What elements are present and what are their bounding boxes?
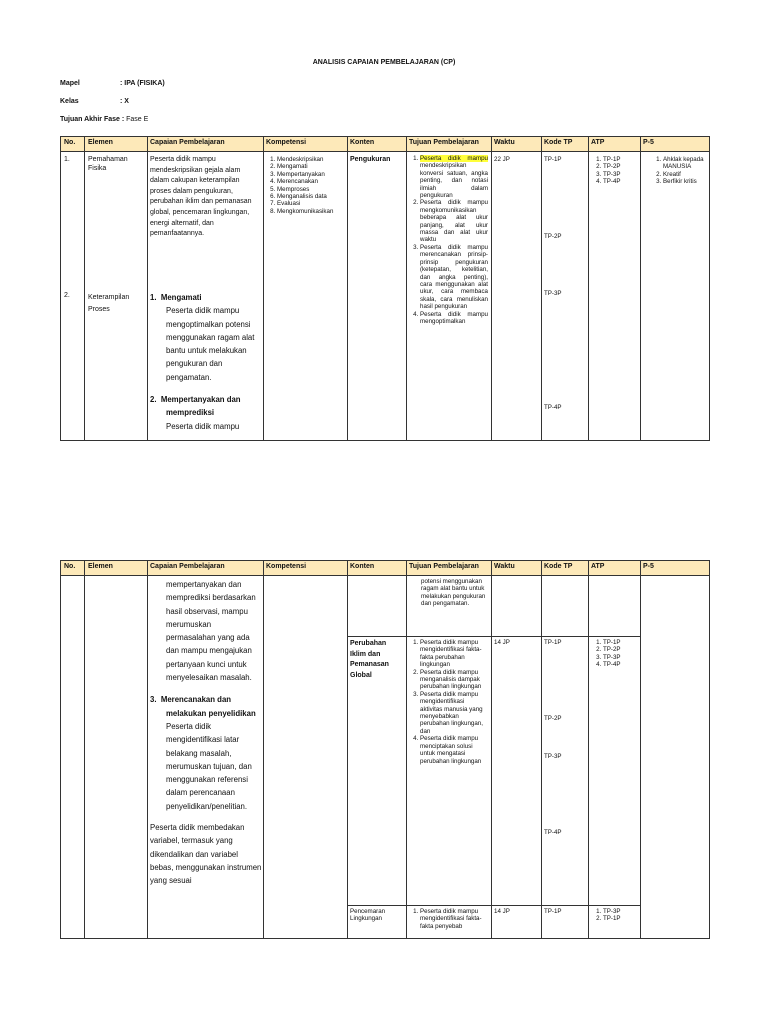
p5-item: 3. Berfikir kritis: [663, 178, 707, 185]
kelas-value: : X: [120, 98, 129, 105]
header-atp: ATP: [591, 563, 605, 570]
row1-kompetensi-list: [265, 156, 347, 215]
header-no: No.: [64, 139, 76, 146]
header-tujuan: Tujuan Pembelajaran: [409, 563, 479, 570]
r2-atp-list: [591, 639, 639, 669]
header-waktu: Waktu: [494, 563, 515, 570]
atp-item: 2. TP-1P: [603, 915, 639, 922]
cp-paragraph: Peserta didik membedakan variabel, termasuk yang dikendalikan dan variabel bebas, menggunakan instrumen yang sesuai: [150, 823, 262, 886]
atp-item: 3. TP-3P: [603, 171, 639, 178]
cp-body: Peserta didik mengidentifikasi latar belakang masalah, merumuskan tujuan, dan menggunakan referensi dalam perencanaan penyelidikan/penelitian.: [166, 721, 252, 811]
row2-no: 2.: [64, 292, 70, 299]
t2-capaian: [150, 578, 262, 888]
tujuan-item: 1. Peserta didik mampu mengidentifikasi fakta-fakta perubahan lingkungan: [420, 639, 488, 669]
tujuan-item: [420, 155, 488, 199]
row1-kode-tp: TP-2P: [544, 233, 562, 240]
cp-number: 1.: [150, 293, 161, 302]
row1-tujuan-list: [408, 155, 488, 325]
tujuan-item: 2. Peserta didik mampu menganalisis dampak perubahan lingkungan: [420, 669, 488, 691]
cp-title: Merencanakan dan melakukan penyelidikan: [160, 695, 256, 718]
r2-tujuan-list: [408, 639, 488, 765]
tujuan-label: Tujuan Akhir Fase :: [60, 116, 125, 123]
tujuan-item: 4. Peserta didik mampu menciptakan solusi untuk mengatasi perubahan lingkungan: [420, 735, 488, 765]
tujuan-item: 3. Peserta didik mampu mengidentifikasi aktivitas manusia yang menyebabkan perubahan lingkungan, dan: [420, 691, 488, 735]
header-waktu: Waktu: [494, 139, 515, 146]
r3-konten: Pencemaran Lingkungan: [350, 908, 386, 923]
mapel-label: Mapel: [60, 80, 80, 87]
tujuan-text: mendeskripsikan konversi satuan, angka penting, dan notasi ilmiah dalam pengukuran: [420, 162, 488, 200]
atp-item: 4. TP-4P: [603, 178, 639, 185]
row2-elemen: Keterampilan Proses: [88, 294, 130, 313]
cp-table-1: [60, 136, 710, 441]
r2-konten: Perubahan Iklim dan Pemanasan Global: [350, 640, 389, 679]
row1-konten: Pengukuran: [350, 156, 391, 163]
cp-number: 2.: [150, 395, 161, 405]
header-kompetensi: Kompetensi: [266, 139, 307, 146]
row1-no: 1.: [64, 156, 70, 163]
atp-item: 1. TP-3P: [603, 908, 639, 915]
row1-kode-tp: TP-4P: [544, 404, 562, 411]
r3-waktu: 14 JP: [494, 908, 510, 915]
cp-cont: mempertanyakan dan memprediksi berdasarkan hasil observasi, mampu merumuskan permasalahan yang ada dan mampu mengajukan pertanyaan kunci untuk menyelesaikan masalah.: [166, 580, 256, 683]
p5-item: 2. Kreatif: [663, 171, 707, 178]
header-no: No.: [64, 563, 76, 570]
atp-item: 3. TP-3P: [603, 654, 639, 661]
header-p5: P-5: [643, 139, 654, 146]
cp-body: Peserta didik mampu: [166, 421, 240, 431]
kompetensi-item: 3. Mempertanyakan: [277, 171, 347, 178]
atp-item: 2. TP-2P: [603, 163, 639, 170]
cp-table-2: [60, 560, 710, 939]
tujuan-item: 2. Peserta didik mampu mengkomunikasikan beberapa alat ukur panjang, alat ukur massa dan alat ukur waktu: [420, 199, 488, 243]
atp-item: 1. TP-1P: [603, 156, 639, 163]
tujuan-item: 4. Peserta didik mampu mengoptimalkan: [420, 311, 488, 326]
row1-p5-list: [651, 156, 707, 186]
r3-atp-list: [591, 908, 639, 923]
row1-waktu: 22 JP: [494, 156, 510, 163]
kompetensi-item: 1. Mendeskripsikan: [277, 156, 347, 163]
kompetensi-item: 6. Menganalisis data: [277, 193, 347, 200]
p5-item: 1. Ahklak kepada MANUSIA: [663, 156, 707, 171]
header-konten: Konten: [350, 563, 375, 570]
row1-atp-list: [591, 156, 639, 186]
kompetensi-item: 7. Evaluasi: [277, 200, 347, 207]
row1-kode-tp: TP-3P: [544, 290, 562, 297]
atp-item: 1. TP-1P: [603, 639, 639, 646]
r2-waktu: 14 JP: [494, 639, 510, 646]
header-capaian: Capaian Pembelajaran: [150, 139, 225, 146]
tujuan-highlight: Peserta didik mampu: [420, 155, 488, 162]
header-elemen: Elemen: [88, 139, 113, 146]
header-konten: Konten: [350, 139, 375, 146]
header-atp: ATP: [591, 139, 605, 146]
kompetensi-item: 4. Merencanakan: [277, 178, 347, 185]
tujuan-value: Fase E: [126, 116, 149, 123]
r2-kode-tp: TP-1P: [544, 639, 562, 646]
atp-item: 2. TP-2P: [603, 646, 639, 653]
tujuan-continuation: potensi menggunakan ragam alat bantu untuk melakukan pengukuran dan pengamatan.: [421, 578, 486, 608]
row1-kode-tp: TP-1P: [544, 156, 562, 163]
kompetensi-item: 5. Memproses: [277, 186, 347, 193]
document-title: ANALISIS CAPAIAN PEMBELAJARAN (CP): [312, 59, 456, 66]
r3-tujuan-list: [408, 908, 490, 930]
header-kode-tp: Kode TP: [544, 139, 573, 146]
cp-item-2: [150, 393, 262, 433]
tujuan-item: 1. Peserta didik mampu mengidentifikasi fakta-fakta penyebab: [420, 908, 490, 930]
kelas-label: Kelas: [60, 98, 79, 105]
kompetensi-item: 8. Mengkomunikasikan: [277, 208, 347, 215]
header-capaian: Capaian Pembelajaran: [150, 563, 225, 570]
r3-kode-tp: TP-1P: [544, 908, 562, 915]
tujuan-akhir-fase: [60, 116, 148, 123]
mapel-value: : IPA (FISIKA): [120, 80, 165, 87]
cp-item-1: [150, 291, 262, 384]
cp-title: Mengamati: [160, 293, 202, 302]
header-elemen: Elemen: [88, 563, 113, 570]
r2-kode-tp: TP-4P: [544, 829, 562, 836]
header-kode-tp: Kode TP: [544, 563, 573, 570]
header-kompetensi: Kompetensi: [266, 563, 307, 570]
header-tujuan: Tujuan Pembelajaran: [409, 139, 479, 146]
kompetensi-item: 2. Mengamati: [277, 163, 347, 170]
row1-capaian: Peserta didik mampu mendeskripsikan gejala alam dalam cakupan keterampilan proses dalam pengukuran, perubahan iklim dan pemanasan global, pencemaran lingkungan, energi alternatif, dan pemanfaatannya.: [150, 156, 252, 238]
r2-kode-tp: TP-3P: [544, 753, 562, 760]
tujuan-item: 3. Peserta didik mampu merencanakan prinsip-prinsip pengukuran (ketepatan, ketelitian, dan angka penting), cara menggunakan alat ukur, cara membaca skala, cara menuliskan hasil pengukuran: [420, 244, 488, 311]
row2-capaian: [150, 291, 262, 433]
cp-body: Peserta didik mampu mengoptimalkan potensi menggunakan ragam alat bantu untuk melakukan pengukuran dan pengamatan.: [166, 306, 255, 382]
cp-title: Mempertanyakan dan memprediksi: [160, 395, 241, 418]
row1-elemen: Pemahaman Fisika: [88, 156, 128, 172]
r2-kode-tp: TP-2P: [544, 715, 562, 722]
atp-item: 4. TP-4P: [603, 661, 639, 668]
cp-number: 3.: [150, 695, 161, 705]
header-p5: P-5: [643, 563, 654, 570]
cp-item-3: [150, 693, 262, 813]
